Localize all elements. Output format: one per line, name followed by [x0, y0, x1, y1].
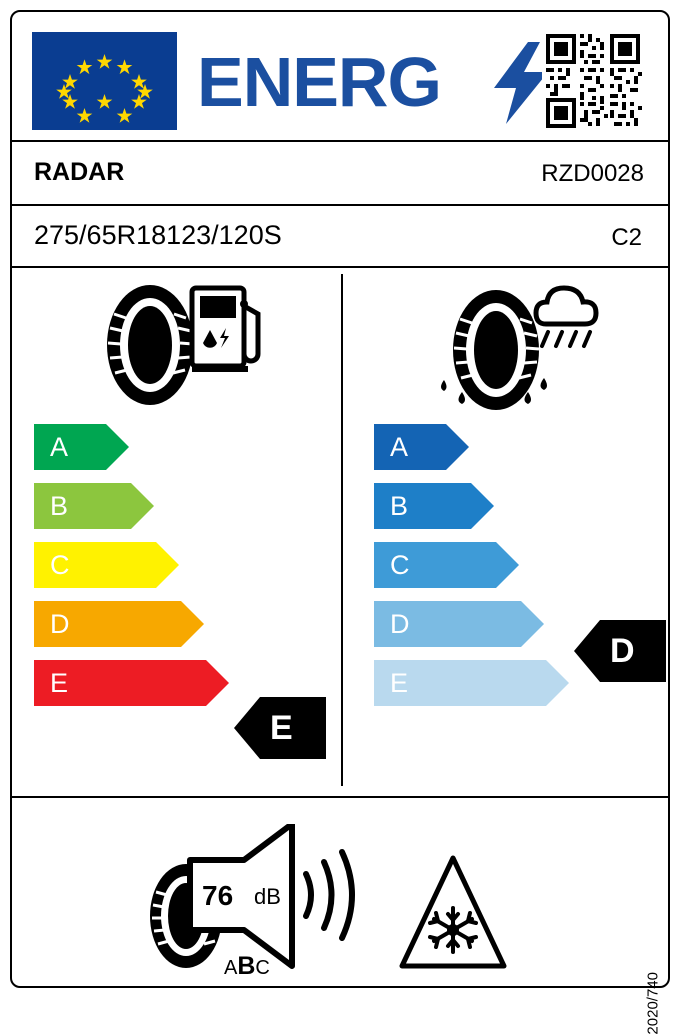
energy-label-card: [10, 10, 670, 1035]
fuel-selected-letter: E: [270, 709, 293, 747]
wet-grade-letter: B: [390, 491, 409, 521]
wet-selected-grade: [574, 620, 666, 682]
fuel-selected-grade: [234, 697, 326, 759]
wet-grade-letter: E: [390, 668, 409, 698]
model-code: RZD0028: [541, 160, 644, 187]
three-peak-snowflake-icon: [398, 852, 508, 972]
noise-class-c: C: [255, 957, 270, 979]
rain-cloud-icon: [424, 280, 624, 420]
tyre-size: 275/65R18123/120S: [34, 220, 282, 250]
noise-class-a: A: [224, 957, 238, 979]
divider-2: [12, 204, 668, 206]
fuel-grade-letter: B: [50, 491, 69, 521]
eu-flag-icon: [32, 32, 177, 130]
wet-grade-letter: D: [390, 609, 410, 639]
divider-4: [12, 796, 668, 798]
wet-grade-letter: C: [390, 550, 410, 580]
label-date: 2020/740: [645, 972, 662, 1035]
noise-class-selected: B: [237, 952, 256, 980]
wet-selected-letter: D: [610, 632, 635, 670]
fuel-grade-letter: D: [50, 609, 70, 639]
noise-class-scale: [224, 952, 270, 981]
tyre-class: C2: [611, 224, 642, 251]
noise-unit: dB: [254, 884, 281, 909]
vertical-divider: [341, 274, 343, 786]
divider-1: [12, 140, 668, 142]
page-title: ENERG: [197, 43, 441, 121]
brand-name: RADAR: [34, 158, 125, 186]
wet-grade-letter: A: [390, 432, 409, 462]
fuel-pump-icon: [92, 280, 272, 410]
fuel-grade-letter: C: [50, 550, 70, 580]
fuel-grade-letter: E: [50, 668, 69, 698]
fuel-grade-letter: A: [50, 432, 69, 462]
grading-section: [12, 266, 668, 796]
noise-value: 76: [202, 880, 234, 911]
label-header: [12, 12, 668, 140]
qr-code-icon: [542, 30, 648, 136]
